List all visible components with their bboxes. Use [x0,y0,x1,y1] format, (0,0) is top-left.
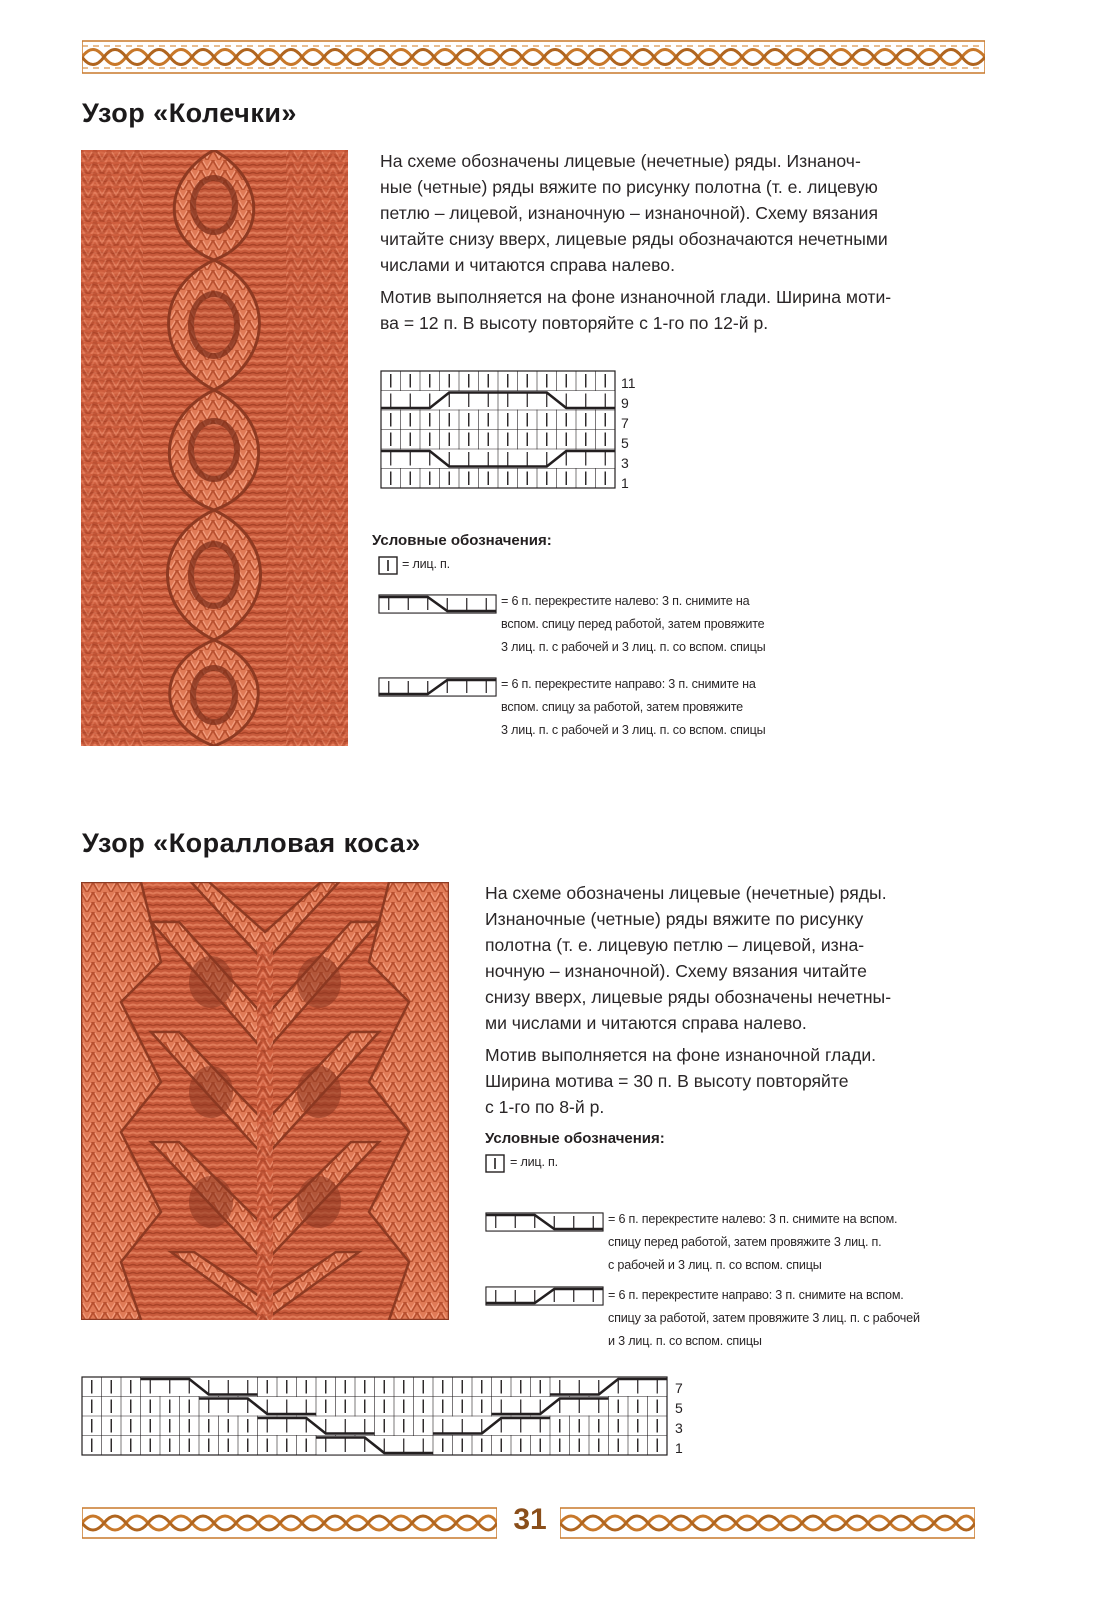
legend-line: = 6 п. перекрестите налево: 3 п. снимите на [501,594,750,608]
legend-line: = 6 п. перекрестите направо: 3 п. снимите на [501,677,756,691]
legend-line: спицу перед работой, затем провяжите 3 лиц. п. [608,1235,882,1249]
pattern1-photo [81,150,348,746]
legend-line: вспом. спицу перед работой, затем провяжите [501,617,765,631]
desc-line: ва = 12 п. В высоту повторяйте с 1-го по 12-й р. [380,313,769,333]
row-number: 7 [675,1380,683,1396]
desc-line: полотна (т. е. лицевую петлю – лицевой, изна- [485,935,865,955]
pattern2-photo [81,882,449,1320]
row-number: 3 [675,1420,683,1436]
legend-cross-left-symbol [378,594,498,619]
desc-line: ные (четные) ряды вяжите по рисунку полотна (т. е. лицевую [380,177,878,197]
desc-line: На схеме обозначены лицевые (нечетные) ряды. Изнаноч- [380,151,861,171]
legend-line: спицу за работой, затем провяжите 3 лиц. п. с рабочей [608,1311,920,1325]
page-number: 31 [513,1503,547,1536]
legend-cross-right-text [501,673,801,742]
pattern1-legend-title: Условные обозначения: [372,532,552,549]
desc-line: Мотив выполняется на фоне изнаночной глади. [485,1045,877,1065]
legend-line: 3 лиц. п. с рабочей и 3 лиц. п. со вспом. спицы [501,723,766,737]
desc-line: петлю – лицевой, изнаночную – изнаночной). Схему вязания [380,203,878,223]
legend-knit-text: = лиц. п. [402,557,450,571]
row-number: 11 [621,375,636,391]
legend-knit-text: = лиц. п. [510,1155,558,1169]
pattern2-title: Узор «Коралловая коса» [82,828,421,858]
desc-line: Ширина мотива = 30 п. В высоту повторяйте [485,1071,849,1091]
desc-line: читайте снизу вверх, лицевые ряды обозначаются нечетными [380,229,888,249]
legend-line: = 6 п. перекрестите направо: 3 п. снимите на вспом. [608,1288,904,1302]
pattern2-chart-grid [81,1376,671,1458]
legend-cross-right-symbol [485,1286,605,1311]
desc-line: снизу вверх, лицевые ряды обозначены нечетны- [485,987,892,1007]
pattern1-title: Узор «Колечки» [82,98,297,128]
legend-cross-right-symbol [378,677,498,702]
pattern1-row-numbers [621,373,651,493]
pattern2-chart [81,1376,671,1463]
legend-cross-left-text [501,590,801,659]
row-number: 7 [621,415,629,431]
top-ornament-border [82,38,985,76]
legend-cross-right-text [608,1284,938,1353]
pattern2-row-numbers [675,1378,705,1458]
legend-line: = 6 п. перекрестите налево: 3 п. снимите на вспом. [608,1212,898,1226]
legend-cross-left-symbol [485,1212,605,1237]
row-number: 1 [621,475,629,491]
row-number: 5 [621,435,629,451]
legend-line: 3 лиц. п. с рабочей и 3 лиц. п. со вспом. спицы [501,640,766,654]
pattern1-chart-grid [380,370,616,492]
desc-line: ми числами и читаются справа налево. [485,1013,807,1033]
row-number: 9 [621,395,629,411]
legend-knit-symbol [378,556,398,580]
legend-line: и 3 лиц. п. со вспом. спицы [608,1334,762,1348]
pattern2-legend-title: Условные обозначения: [485,1130,665,1147]
pattern2-description [485,880,935,1120]
desc-line: На схеме обозначены лицевые (нечетные) ряды. [485,883,887,903]
pattern1-chart [380,370,616,497]
desc-line: с 1-го по 8-й р. [485,1097,605,1117]
desc-line: числами и читаются справа налево. [380,255,675,275]
row-number: 1 [675,1440,683,1456]
pattern1-description [380,148,940,336]
bottom-ornament-left [82,1506,497,1540]
desc-line: Изнаночные (четные) ряды вяжите по рисунку [485,909,864,929]
legend-line: с рабочей и 3 лиц. п. со вспом. спицы [608,1258,822,1272]
legend-cross-left-text [608,1208,928,1277]
desc-line: ночную – изнаночной). Схему вязания читайте [485,961,867,981]
bottom-ornament-right [560,1506,975,1540]
legend-knit-symbol [485,1154,505,1178]
row-number: 5 [675,1400,683,1416]
legend-line: вспом. спицу за работой, затем провяжите [501,700,743,714]
row-number: 3 [621,455,629,471]
desc-line: Мотив выполняется на фоне изнаночной глади. Ширина моти- [380,287,892,307]
